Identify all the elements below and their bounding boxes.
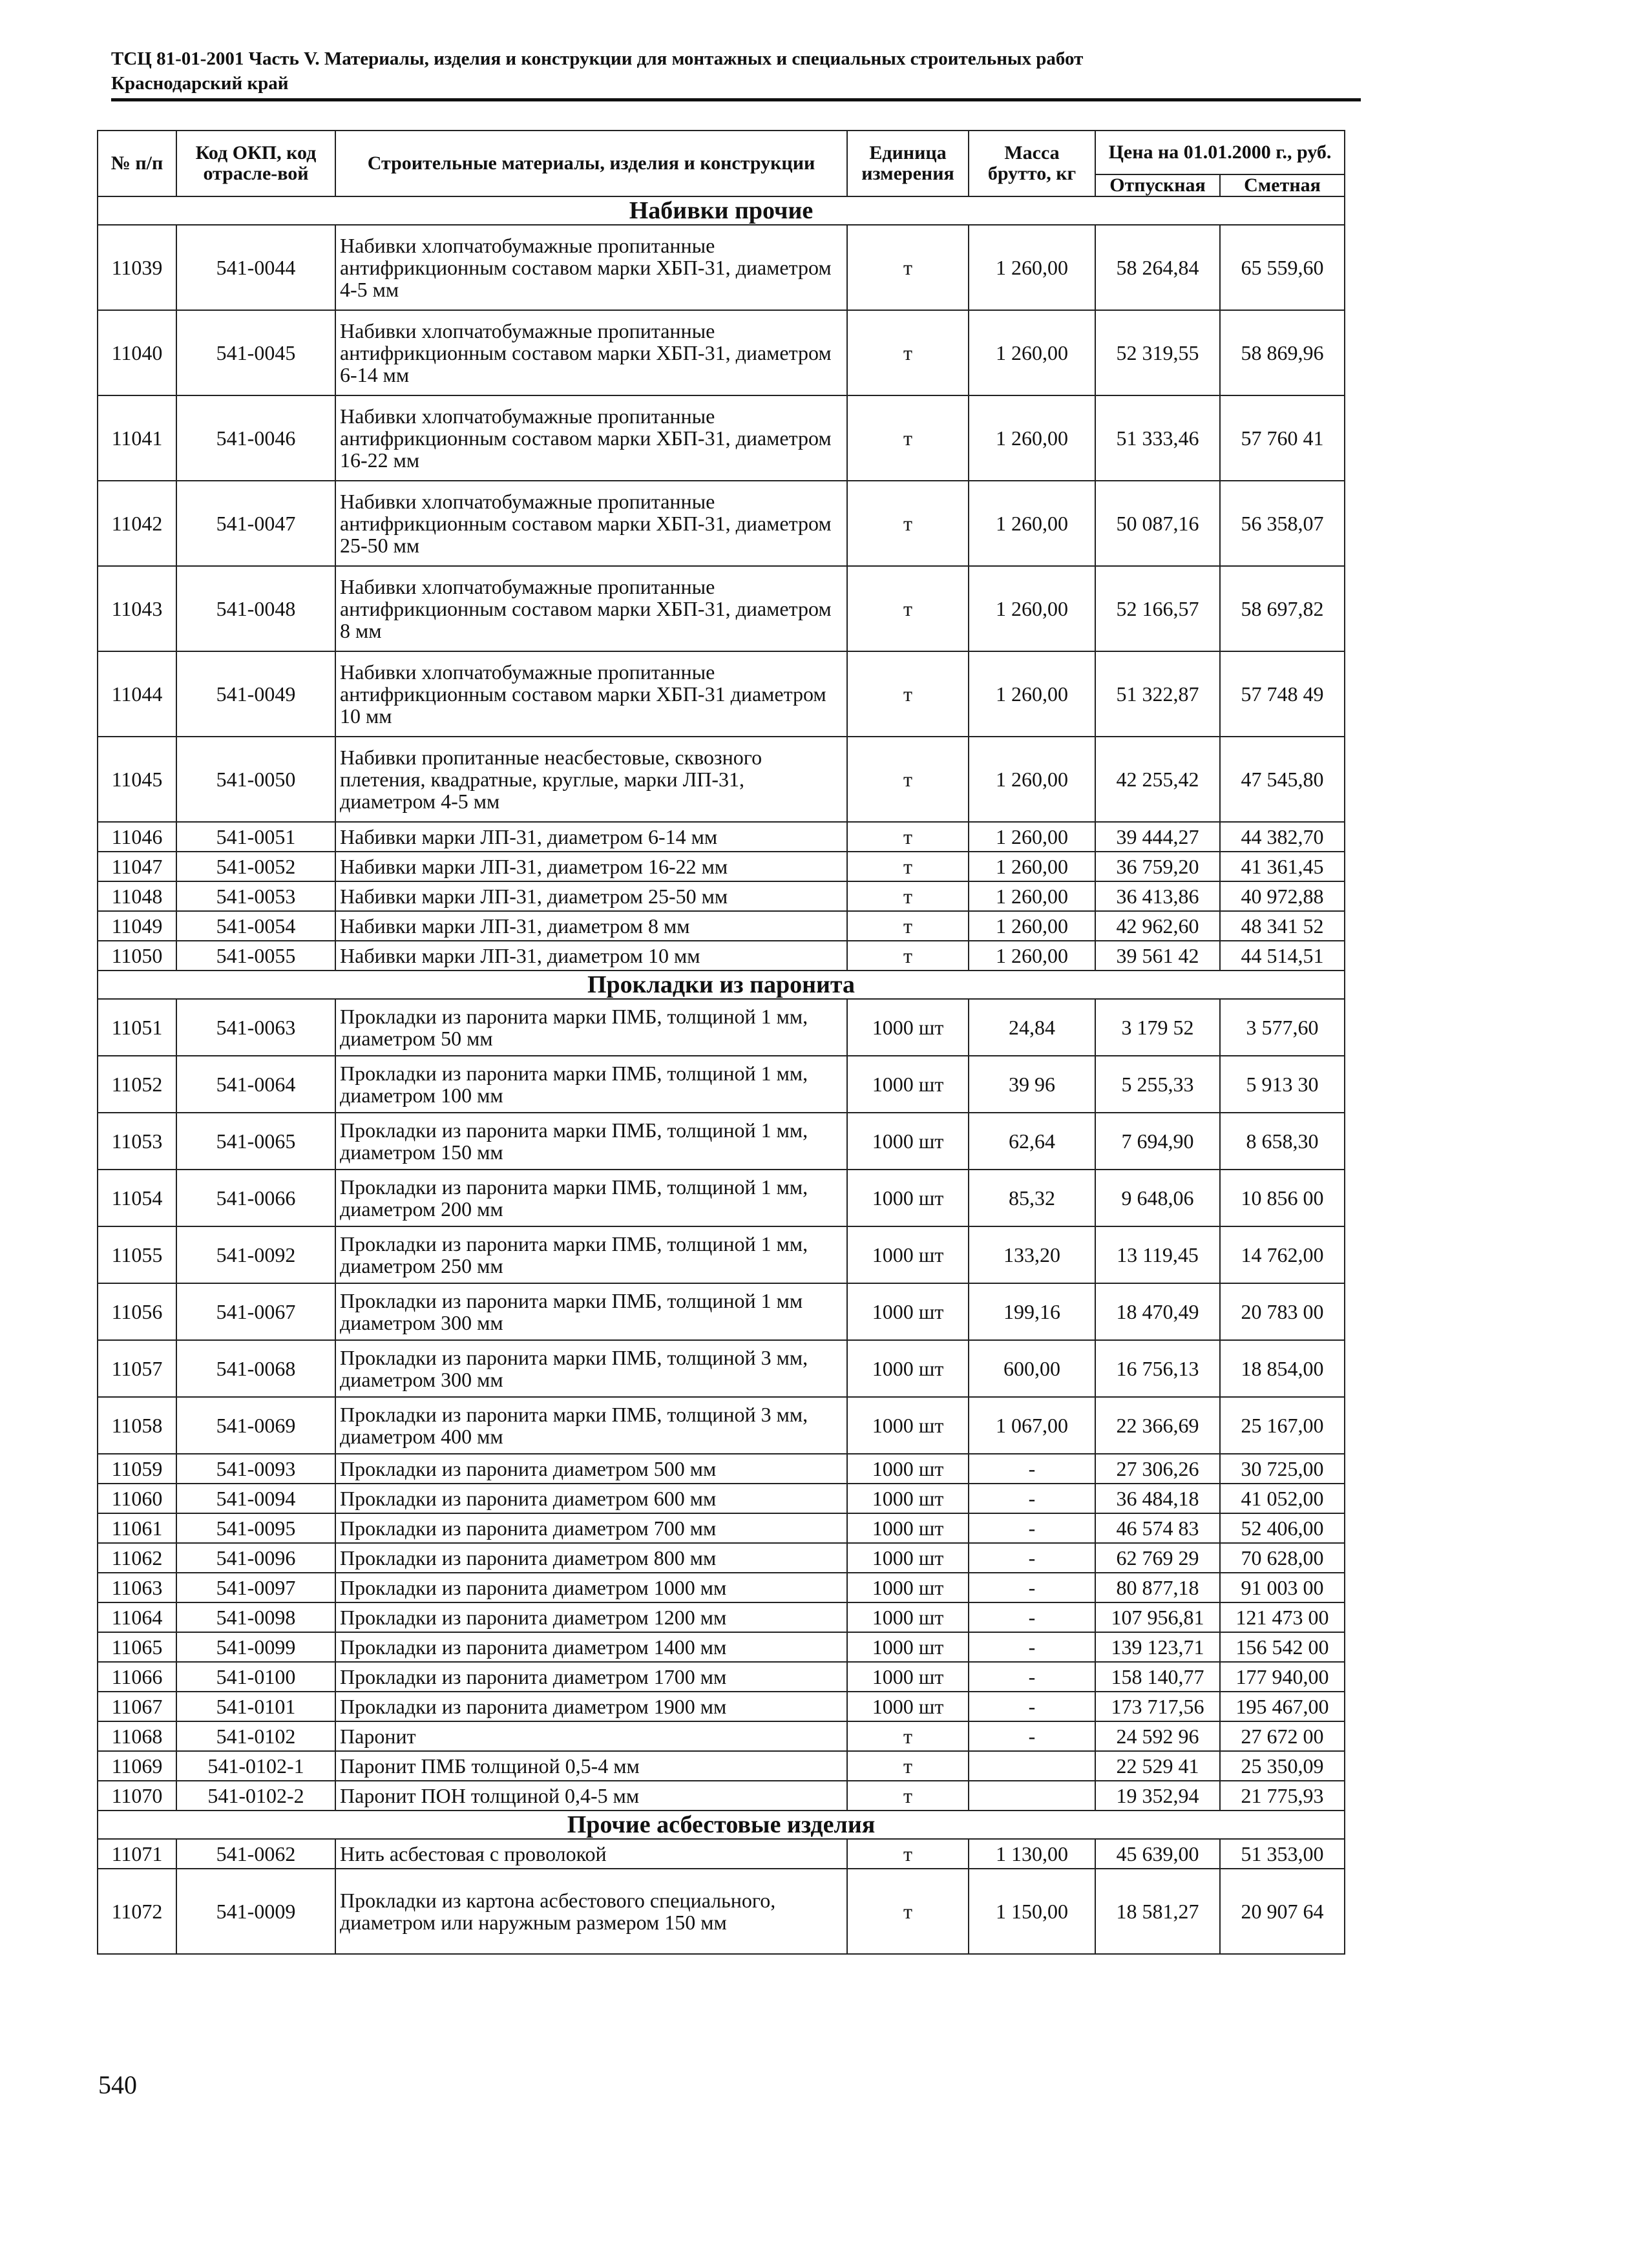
release-price: 27 306,26 bbox=[1095, 1454, 1220, 1484]
estimate-price: 5 913 30 bbox=[1220, 1056, 1345, 1113]
mass-cell: 199,16 bbox=[969, 1283, 1095, 1340]
okp-code: 541-0096 bbox=[176, 1543, 335, 1573]
okp-code: 541-0065 bbox=[176, 1113, 335, 1170]
material-name: Набивки хлопчатобумажные пропитанные антифрикционным составом марки ХБП-31, диаметром 25-50 мм bbox=[335, 481, 847, 566]
row-number: 11067 bbox=[98, 1692, 176, 1721]
estimate-price: 25 167,00 bbox=[1220, 1397, 1345, 1454]
estimate-price: 44 382,70 bbox=[1220, 822, 1345, 852]
okp-code: 541-0066 bbox=[176, 1170, 335, 1226]
material-name: Набивки марки ЛП-31, диаметром 16-22 мм bbox=[335, 852, 847, 881]
estimate-price: 10 856 00 bbox=[1220, 1170, 1345, 1226]
unit-cell: т bbox=[847, 1751, 969, 1781]
material-name: Набивки марки ЛП-31, диаметром 25-50 мм bbox=[335, 881, 847, 911]
table-row bbox=[98, 941, 1345, 971]
table-row bbox=[98, 1602, 1345, 1632]
mass-cell: - bbox=[969, 1513, 1095, 1543]
material-name: Прокладки из паронита марки ПМБ, толщиной 1 мм, диаметром 50 мм bbox=[335, 999, 847, 1056]
table-row bbox=[98, 852, 1345, 881]
mass-cell: - bbox=[969, 1573, 1095, 1602]
row-number: 11048 bbox=[98, 881, 176, 911]
mass-cell: - bbox=[969, 1484, 1095, 1513]
table-row bbox=[98, 911, 1345, 941]
table-row bbox=[98, 1170, 1345, 1226]
col-header-unit: Единица измерения bbox=[847, 131, 969, 196]
mass-cell: 1 260,00 bbox=[969, 651, 1095, 737]
unit-cell: 1000 шт bbox=[847, 1543, 969, 1573]
material-name: Прокладки из паронита диаметром 500 мм bbox=[335, 1454, 847, 1484]
estimate-price: 3 577,60 bbox=[1220, 999, 1345, 1056]
row-number: 11071 bbox=[98, 1839, 176, 1869]
row-number: 11064 bbox=[98, 1602, 176, 1632]
release-price: 22 529 41 bbox=[1095, 1751, 1220, 1781]
row-number: 11041 bbox=[98, 395, 176, 481]
table-row bbox=[98, 1340, 1345, 1397]
okp-code: 541-0069 bbox=[176, 1397, 335, 1454]
estimate-price: 48 341 52 bbox=[1220, 911, 1345, 941]
release-price: 46 574 83 bbox=[1095, 1513, 1220, 1543]
header-title: ТСЦ 81-01-2001 Часть V. Материалы, изделия и конструкции для монтажных и специальных строительных работ bbox=[111, 48, 1084, 69]
row-number: 11070 bbox=[98, 1781, 176, 1811]
header-region: Краснодарский край bbox=[111, 73, 289, 94]
estimate-price: 121 473 00 bbox=[1220, 1602, 1345, 1632]
mass-cell: 600,00 bbox=[969, 1340, 1095, 1397]
unit-cell: т bbox=[847, 1839, 969, 1869]
row-number: 11040 bbox=[98, 310, 176, 395]
mass-cell: - bbox=[969, 1543, 1095, 1573]
row-number: 11051 bbox=[98, 999, 176, 1056]
release-price: 9 648,06 bbox=[1095, 1170, 1220, 1226]
table-row bbox=[98, 1056, 1345, 1113]
mass-cell: 1 260,00 bbox=[969, 881, 1095, 911]
mass-cell: 1 260,00 bbox=[969, 481, 1095, 566]
row-number: 11060 bbox=[98, 1484, 176, 1513]
okp-code: 541-0100 bbox=[176, 1662, 335, 1692]
mass-cell: - bbox=[969, 1454, 1095, 1484]
material-name: Прокладки из паронита диаметром 1900 мм bbox=[335, 1692, 847, 1721]
okp-code: 541-0047 bbox=[176, 481, 335, 566]
unit-cell: т bbox=[847, 310, 969, 395]
release-price: 42 962,60 bbox=[1095, 911, 1220, 941]
release-price: 173 717,56 bbox=[1095, 1692, 1220, 1721]
okp-code: 541-0052 bbox=[176, 852, 335, 881]
unit-cell: 1000 шт bbox=[847, 1602, 969, 1632]
page-number: 540 bbox=[98, 2070, 137, 2099]
col-header-mass: Масса брутто, кг bbox=[969, 131, 1095, 196]
material-name: Набивки марки ЛП-31, диаметром 10 мм bbox=[335, 941, 847, 971]
release-price: 51 333,46 bbox=[1095, 395, 1220, 481]
mass-cell: 1 260,00 bbox=[969, 737, 1095, 822]
material-name: Прокладки из паронита марки ПМБ, толщиной 1 мм, диаметром 150 мм bbox=[335, 1113, 847, 1170]
release-price: 5 255,33 bbox=[1095, 1056, 1220, 1113]
table-row bbox=[98, 225, 1345, 310]
release-price: 36 484,18 bbox=[1095, 1484, 1220, 1513]
section-header bbox=[98, 971, 1345, 999]
okp-code: 541-0048 bbox=[176, 566, 335, 651]
okp-code: 541-0094 bbox=[176, 1484, 335, 1513]
row-number: 11043 bbox=[98, 566, 176, 651]
table-row bbox=[98, 481, 1345, 566]
okp-code: 541-0102-2 bbox=[176, 1781, 335, 1811]
unit-cell: т bbox=[847, 852, 969, 881]
mass-cell: 1 260,00 bbox=[969, 911, 1095, 941]
release-price: 39 561 42 bbox=[1095, 941, 1220, 971]
estimate-price: 21 775,93 bbox=[1220, 1781, 1345, 1811]
okp-code: 541-0051 bbox=[176, 822, 335, 852]
unit-cell: т bbox=[847, 941, 969, 971]
unit-cell: 1000 шт bbox=[847, 1513, 969, 1543]
mass-cell: 39 96 bbox=[969, 1056, 1095, 1113]
table-row bbox=[98, 566, 1345, 651]
unit-cell: т bbox=[847, 1721, 969, 1751]
unit-cell: 1000 шт bbox=[847, 1573, 969, 1602]
release-price: 52 319,55 bbox=[1095, 310, 1220, 395]
release-price: 51 322,87 bbox=[1095, 651, 1220, 737]
release-price: 19 352,94 bbox=[1095, 1781, 1220, 1811]
table-row bbox=[98, 310, 1345, 395]
release-price: 45 639,00 bbox=[1095, 1839, 1220, 1869]
unit-cell: 1000 шт bbox=[847, 1113, 969, 1170]
table-row bbox=[98, 881, 1345, 911]
okp-code: 541-0098 bbox=[176, 1602, 335, 1632]
table-row bbox=[98, 395, 1345, 481]
unit-cell: 1000 шт bbox=[847, 1397, 969, 1454]
okp-code: 541-0053 bbox=[176, 881, 335, 911]
estimate-price: 41 052,00 bbox=[1220, 1484, 1345, 1513]
release-price: 42 255,42 bbox=[1095, 737, 1220, 822]
release-price: 39 444,27 bbox=[1095, 822, 1220, 852]
okp-code: 541-0102-1 bbox=[176, 1751, 335, 1781]
row-number: 11055 bbox=[98, 1226, 176, 1283]
release-price: 3 179 52 bbox=[1095, 999, 1220, 1056]
material-name: Прокладки из паронита марки ПМБ, толщиной 3 мм, диаметром 400 мм bbox=[335, 1397, 847, 1454]
row-number: 11047 bbox=[98, 852, 176, 881]
row-number: 11039 bbox=[98, 225, 176, 310]
release-price: 158 140,77 bbox=[1095, 1662, 1220, 1692]
estimate-price: 195 467,00 bbox=[1220, 1692, 1345, 1721]
table-row bbox=[98, 1283, 1345, 1340]
okp-code: 541-0063 bbox=[176, 999, 335, 1056]
unit-cell: 1000 шт bbox=[847, 1170, 969, 1226]
unit-cell: 1000 шт bbox=[847, 1226, 969, 1283]
estimate-price: 56 358,07 bbox=[1220, 481, 1345, 566]
mass-cell bbox=[969, 1751, 1095, 1781]
table-row bbox=[98, 822, 1345, 852]
mass-cell: - bbox=[969, 1632, 1095, 1662]
col-header-okp: Код ОКП, код отрасле-вой bbox=[176, 131, 335, 196]
table-row bbox=[98, 1662, 1345, 1692]
section-header bbox=[98, 196, 1345, 225]
row-number: 11059 bbox=[98, 1454, 176, 1484]
okp-code: 541-0095 bbox=[176, 1513, 335, 1543]
row-number: 11045 bbox=[98, 737, 176, 822]
okp-code: 541-0067 bbox=[176, 1283, 335, 1340]
estimate-price: 177 940,00 bbox=[1220, 1662, 1345, 1692]
row-number: 11058 bbox=[98, 1397, 176, 1454]
row-number: 11056 bbox=[98, 1283, 176, 1340]
unit-cell: 1000 шт bbox=[847, 1340, 969, 1397]
material-name: Нить асбестовая с проволокой bbox=[335, 1839, 847, 1869]
release-price: 50 087,16 bbox=[1095, 481, 1220, 566]
mass-cell: 1 067,00 bbox=[969, 1397, 1095, 1454]
release-price: 18 581,27 bbox=[1095, 1869, 1220, 1954]
estimate-price: 47 545,80 bbox=[1220, 737, 1345, 822]
okp-code: 541-0050 bbox=[176, 737, 335, 822]
material-name: Прокладки из паронита диаметром 1000 мм bbox=[335, 1573, 847, 1602]
okp-code: 541-0092 bbox=[176, 1226, 335, 1283]
okp-code: 541-0068 bbox=[176, 1340, 335, 1397]
material-name: Прокладки из паронита марки ПМБ, толщиной 1 мм, диаметром 100 мм bbox=[335, 1056, 847, 1113]
material-name: Набивки пропитанные неасбестовые, сквозного плетения, квадратные, круглые, марки ЛП-31, диаметром 4-5 мм bbox=[335, 737, 847, 822]
table-row bbox=[98, 1692, 1345, 1721]
mass-cell: - bbox=[969, 1692, 1095, 1721]
material-name: Прокладки из паронита марки ПМБ, толщиной 1 мм, диаметром 250 мм bbox=[335, 1226, 847, 1283]
unit-cell: 1000 шт bbox=[847, 1283, 969, 1340]
mass-cell: 1 150,00 bbox=[969, 1869, 1095, 1954]
unit-cell: т bbox=[847, 822, 969, 852]
mass-cell: 1 260,00 bbox=[969, 225, 1095, 310]
material-name: Прокладки из паронита диаметром 800 мм bbox=[335, 1543, 847, 1573]
row-number: 11044 bbox=[98, 651, 176, 737]
release-price: 62 769 29 bbox=[1095, 1543, 1220, 1573]
table-row bbox=[98, 1113, 1345, 1170]
col-header-estimate: Сметная bbox=[1220, 174, 1345, 196]
row-number: 11068 bbox=[98, 1721, 176, 1751]
unit-cell: т bbox=[847, 566, 969, 651]
row-number: 11052 bbox=[98, 1056, 176, 1113]
release-price: 36 413,86 bbox=[1095, 881, 1220, 911]
release-price: 22 366,69 bbox=[1095, 1397, 1220, 1454]
row-number: 11072 bbox=[98, 1869, 176, 1954]
estimate-price: 58 869,96 bbox=[1220, 310, 1345, 395]
row-number: 11065 bbox=[98, 1632, 176, 1662]
row-number: 11049 bbox=[98, 911, 176, 941]
unit-cell: т bbox=[847, 651, 969, 737]
mass-cell: - bbox=[969, 1662, 1095, 1692]
row-number: 11057 bbox=[98, 1340, 176, 1397]
material-name: Паронит bbox=[335, 1721, 847, 1751]
table-row bbox=[98, 1513, 1345, 1543]
release-price: 16 756,13 bbox=[1095, 1340, 1220, 1397]
table-row bbox=[98, 651, 1345, 737]
table-row bbox=[98, 1632, 1345, 1662]
estimate-price: 156 542 00 bbox=[1220, 1632, 1345, 1662]
release-price: 58 264,84 bbox=[1095, 225, 1220, 310]
col-header-price: Цена на 01.01.2000 г., руб. bbox=[1095, 131, 1345, 174]
unit-cell: т bbox=[847, 911, 969, 941]
unit-cell: 1000 шт bbox=[847, 1632, 969, 1662]
release-price: 139 123,71 bbox=[1095, 1632, 1220, 1662]
table-row bbox=[98, 1751, 1345, 1781]
material-name: Прокладки из паронита диаметром 1200 мм bbox=[335, 1602, 847, 1632]
table-row bbox=[98, 1454, 1345, 1484]
unit-cell: т bbox=[847, 737, 969, 822]
table-row bbox=[98, 1781, 1345, 1811]
okp-code: 541-0044 bbox=[176, 225, 335, 310]
table-row bbox=[98, 1839, 1345, 1869]
estimate-price: 91 003 00 bbox=[1220, 1573, 1345, 1602]
estimate-price: 30 725,00 bbox=[1220, 1454, 1345, 1484]
okp-code: 541-0045 bbox=[176, 310, 335, 395]
estimate-price: 65 559,60 bbox=[1220, 225, 1345, 310]
material-name: Паронит ПОН толщиной 0,4-5 мм bbox=[335, 1781, 847, 1811]
table-row bbox=[98, 1226, 1345, 1283]
price-table bbox=[97, 130, 1345, 1955]
table-body bbox=[98, 196, 1345, 1954]
release-price: 18 470,49 bbox=[1095, 1283, 1220, 1340]
release-price: 7 694,90 bbox=[1095, 1113, 1220, 1170]
unit-cell: т bbox=[847, 1781, 969, 1811]
estimate-price: 51 353,00 bbox=[1220, 1839, 1345, 1869]
release-price: 52 166,57 bbox=[1095, 566, 1220, 651]
row-number: 11050 bbox=[98, 941, 176, 971]
table-row bbox=[98, 1543, 1345, 1573]
estimate-price: 58 697,82 bbox=[1220, 566, 1345, 651]
mass-cell: 133,20 bbox=[969, 1226, 1095, 1283]
estimate-price: 44 514,51 bbox=[1220, 941, 1345, 971]
row-number: 11042 bbox=[98, 481, 176, 566]
okp-code: 541-0097 bbox=[176, 1573, 335, 1602]
mass-cell bbox=[969, 1781, 1095, 1811]
mass-cell: 1 130,00 bbox=[969, 1839, 1095, 1869]
mass-cell: 62,64 bbox=[969, 1113, 1095, 1170]
okp-code: 541-0046 bbox=[176, 395, 335, 481]
row-number: 11053 bbox=[98, 1113, 176, 1170]
row-number: 11061 bbox=[98, 1513, 176, 1543]
okp-code: 541-0102 bbox=[176, 1721, 335, 1751]
okp-code: 541-0101 bbox=[176, 1692, 335, 1721]
material-name: Набивки марки ЛП-31, диаметром 6-14 мм bbox=[335, 822, 847, 852]
row-number: 11054 bbox=[98, 1170, 176, 1226]
row-number: 11069 bbox=[98, 1751, 176, 1781]
unit-cell: т bbox=[847, 881, 969, 911]
material-name: Набивки хлопчатобумажные пропитанные антифрикционным составом марки ХБП-31, диаметром 8 мм bbox=[335, 566, 847, 651]
material-name: Набивки хлопчатобумажные пропитанные антифрикционным составом марки ХБП-31 диаметром 10 мм bbox=[335, 651, 847, 737]
table-row bbox=[98, 1721, 1345, 1751]
unit-cell: 1000 шт bbox=[847, 1484, 969, 1513]
material-name: Прокладки из паронита диаметром 700 мм bbox=[335, 1513, 847, 1543]
mass-cell: 1 260,00 bbox=[969, 566, 1095, 651]
table-row bbox=[98, 1397, 1345, 1454]
estimate-price: 57 760 41 bbox=[1220, 395, 1345, 481]
unit-cell: т bbox=[847, 225, 969, 310]
material-name: Прокладки из паронита диаметром 1400 мм bbox=[335, 1632, 847, 1662]
release-price: 80 877,18 bbox=[1095, 1573, 1220, 1602]
release-price: 24 592 96 bbox=[1095, 1721, 1220, 1751]
material-name: Набивки хлопчатобумажные пропитанные антифрикционным составом марки ХБП-31, диаметром 4-5 мм bbox=[335, 225, 847, 310]
estimate-price: 40 972,88 bbox=[1220, 881, 1345, 911]
unit-cell: 1000 шт bbox=[847, 1454, 969, 1484]
row-number: 11063 bbox=[98, 1573, 176, 1602]
release-price: 107 956,81 bbox=[1095, 1602, 1220, 1632]
row-number: 11062 bbox=[98, 1543, 176, 1573]
material-name: Прокладки из картона асбестового специального, диаметром или наружным размером 150 мм bbox=[335, 1869, 847, 1954]
header-divider bbox=[111, 98, 1361, 101]
release-price: 36 759,20 bbox=[1095, 852, 1220, 881]
table-row bbox=[98, 737, 1345, 822]
table-row bbox=[98, 1869, 1345, 1954]
material-name: Набивки хлопчатобумажные пропитанные антифрикционным составом марки ХБП-31, диаметром 16-22 мм bbox=[335, 395, 847, 481]
unit-cell: 1000 шт bbox=[847, 999, 969, 1056]
material-name: Прокладки из паронита марки ПМБ, толщиной 1 мм, диаметром 200 мм bbox=[335, 1170, 847, 1226]
row-number: 11046 bbox=[98, 822, 176, 852]
okp-code: 541-0009 bbox=[176, 1869, 335, 1954]
table-row bbox=[98, 1573, 1345, 1602]
estimate-price: 20 783 00 bbox=[1220, 1283, 1345, 1340]
table-row bbox=[98, 1484, 1345, 1513]
estimate-price: 70 628,00 bbox=[1220, 1543, 1345, 1573]
okp-code: 541-0062 bbox=[176, 1839, 335, 1869]
section-title: Прокладки из паронита bbox=[98, 971, 1345, 999]
mass-cell: - bbox=[969, 1602, 1095, 1632]
estimate-price: 20 907 64 bbox=[1220, 1869, 1345, 1954]
estimate-price: 14 762,00 bbox=[1220, 1226, 1345, 1283]
section-title: Набивки прочие bbox=[98, 196, 1345, 225]
row-number: 11066 bbox=[98, 1662, 176, 1692]
section-header bbox=[98, 1811, 1345, 1839]
unit-cell: т bbox=[847, 481, 969, 566]
page-header bbox=[111, 47, 1358, 96]
material-name: Набивки марки ЛП-31, диаметром 8 мм bbox=[335, 911, 847, 941]
estimate-price: 52 406,00 bbox=[1220, 1513, 1345, 1543]
estimate-price: 41 361,45 bbox=[1220, 852, 1345, 881]
okp-code: 541-0049 bbox=[176, 651, 335, 737]
unit-cell: 1000 шт bbox=[847, 1692, 969, 1721]
table-row bbox=[98, 999, 1345, 1056]
unit-cell: т bbox=[847, 1869, 969, 1954]
okp-code: 541-0099 bbox=[176, 1632, 335, 1662]
material-name: Прокладки из паронита марки ПМБ, толщиной 3 мм, диаметром 300 мм bbox=[335, 1340, 847, 1397]
estimate-price: 25 350,09 bbox=[1220, 1751, 1345, 1781]
mass-cell: 24,84 bbox=[969, 999, 1095, 1056]
mass-cell: 85,32 bbox=[969, 1170, 1095, 1226]
col-header-num: № п/п bbox=[98, 131, 176, 196]
material-name: Прокладки из паронита диаметром 1700 мм bbox=[335, 1662, 847, 1692]
release-price: 13 119,45 bbox=[1095, 1226, 1220, 1283]
material-name: Набивки хлопчатобумажные пропитанные антифрикционным составом марки ХБП-31, диаметром 6-14 мм bbox=[335, 310, 847, 395]
estimate-price: 57 748 49 bbox=[1220, 651, 1345, 737]
col-header-release: Отпускная bbox=[1095, 174, 1220, 196]
estimate-price: 27 672 00 bbox=[1220, 1721, 1345, 1751]
estimate-price: 8 658,30 bbox=[1220, 1113, 1345, 1170]
col-header-name: Строительные материалы, изделия и конструкции bbox=[335, 131, 847, 196]
mass-cell: 1 260,00 bbox=[969, 822, 1095, 852]
mass-cell: 1 260,00 bbox=[969, 852, 1095, 881]
mass-cell: 1 260,00 bbox=[969, 310, 1095, 395]
material-name: Прокладки из паронита диаметром 600 мм bbox=[335, 1484, 847, 1513]
unit-cell: т bbox=[847, 395, 969, 481]
mass-cell: - bbox=[969, 1721, 1095, 1751]
material-name: Прокладки из паронита марки ПМБ, толщиной 1 мм диаметром 300 мм bbox=[335, 1283, 847, 1340]
okp-code: 541-0064 bbox=[176, 1056, 335, 1113]
unit-cell: 1000 шт bbox=[847, 1056, 969, 1113]
okp-code: 541-0054 bbox=[176, 911, 335, 941]
estimate-price: 18 854,00 bbox=[1220, 1340, 1345, 1397]
unit-cell: 1000 шт bbox=[847, 1662, 969, 1692]
mass-cell: 1 260,00 bbox=[969, 395, 1095, 481]
material-name: Паронит ПМБ толщиной 0,5-4 мм bbox=[335, 1751, 847, 1781]
section-title: Прочие асбестовые изделия bbox=[98, 1811, 1345, 1839]
okp-code: 541-0055 bbox=[176, 941, 335, 971]
mass-cell: 1 260,00 bbox=[969, 941, 1095, 971]
okp-code: 541-0093 bbox=[176, 1454, 335, 1484]
